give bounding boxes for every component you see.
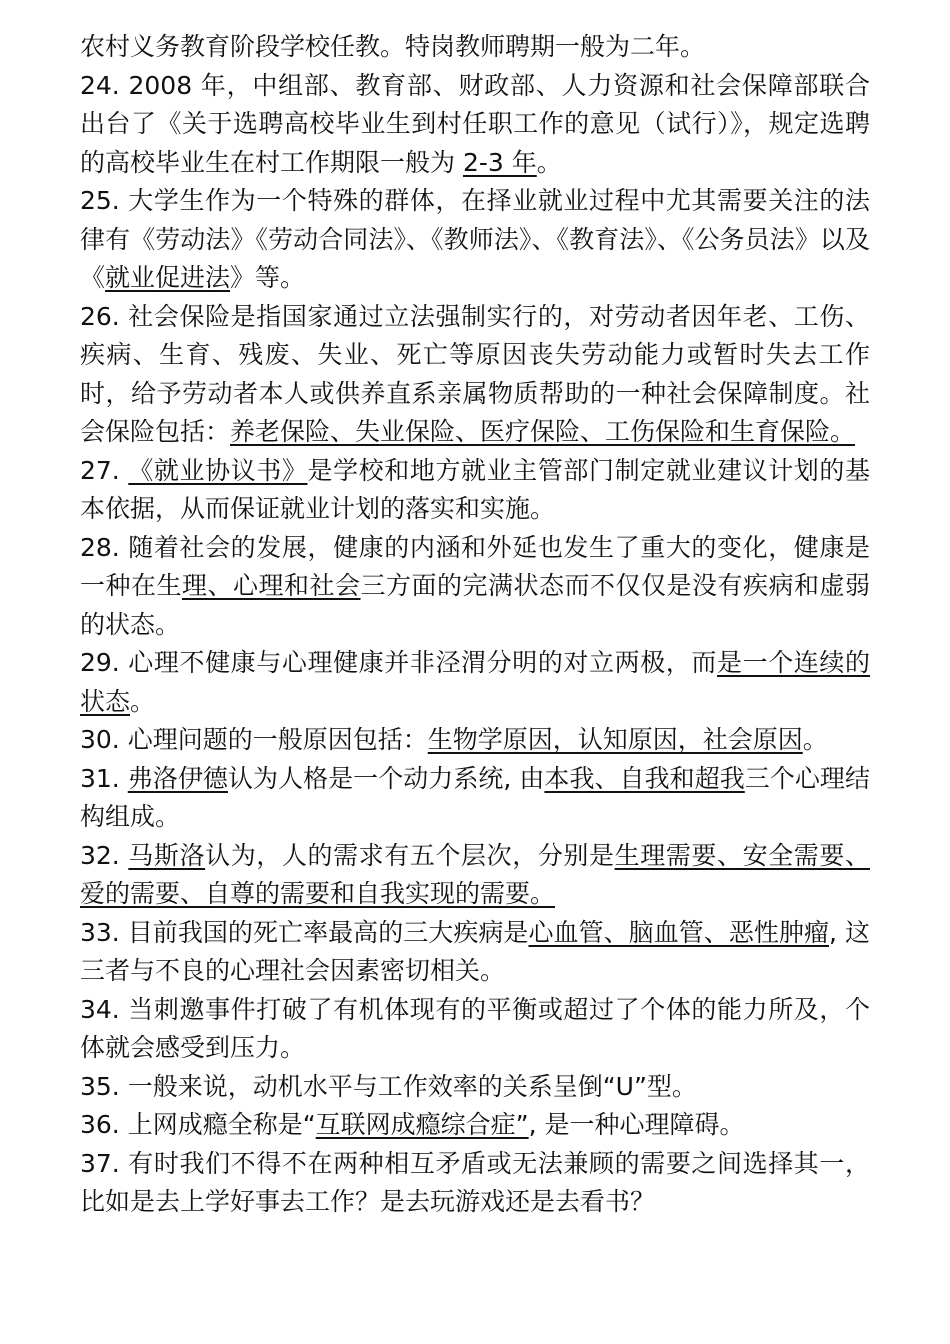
paragraph: [80, 182, 870, 298]
text-run: , 这三者与不良的心理社会因素密切相关。: [80, 917, 870, 985]
text-run: 》等。: [230, 263, 306, 292]
underlined-answer: 《就业协议书》: [128, 455, 308, 485]
underlined-answer: 弗洛伊德: [127, 763, 228, 793]
underlined-answer: 互联网成瘾综合症”: [315, 1110, 529, 1139]
underlined-answer: 就业促进法: [105, 263, 231, 292]
paragraph: [80, 644, 870, 721]
underlined-answer: 生物学原因，认知原因，社会原因: [427, 725, 803, 754]
text-run: 26. 社会保险是指国家通过立法强制实行的，对劳动者因年老、工伤、疾病、生育、残废、失业、死亡等原因丧失劳动能力或暂时失去工作时，给予劳动者本人或供养直系亲属物质帮助的一种社会保障制度。社会保险包括：: [80, 301, 870, 446]
text-run: 27.: [80, 455, 129, 485]
text-run: 34. 当刺邀事件打破了有机体现有的平衡或超过了个体的能力所及，个体就会感受到压力。: [80, 994, 870, 1062]
text-run: 37. 有时我们不得不在两种相互矛盾或无法兼顾的需要之间选择其一，比如是去上学好事去工作？是去玩游戏还是去看书？: [80, 1148, 870, 1216]
paragraph: [80, 760, 870, 837]
text-run: 32.: [80, 840, 129, 870]
underlined-answer: 2-3 年: [462, 147, 537, 177]
text-run: 25. 大学生作为一个特殊的群体，在择业就业过程中尤其需要关注的法律有《劳动法》《劳动合同法》、《教师法》、《教育法》、《公务员法》以及《: [80, 186, 870, 292]
text-run: 三方面的完满状态而不仅仅是没有疾病和虚弱的状态。: [80, 571, 870, 639]
text-run: 30. 心理问题的一般原因包括：: [80, 725, 428, 754]
document-page: [80, 28, 870, 1222]
text-run: 29. 心理不健康与心理健康并非泾渭分明的对立两极，而: [80, 648, 717, 677]
underlined-answer: 生理需要、安全需要、爱的需要、自尊的需要和自我实现的需要。: [80, 840, 870, 908]
paragraph: [80, 67, 870, 183]
text-run: 。: [802, 725, 828, 754]
underlined-answer: 养老保险、失业保险、医疗保险、工伤保险和生育保险。: [230, 417, 856, 446]
text-run: 农村义务教育阶段学校任教。特岗教师聘期一般为二年。: [80, 32, 706, 61]
paragraph: [80, 1068, 870, 1107]
paragraph: [80, 837, 870, 914]
paragraph: [80, 914, 870, 991]
text-run: 33. 目前我国的死亡率最高的三大疾病是: [80, 917, 529, 947]
underlined-answer: 本我、自我和超我: [544, 763, 745, 793]
text-run: , 是一种心理障碍。: [528, 1110, 745, 1139]
underlined-answer: 马斯洛: [128, 840, 206, 870]
text-run: 认为，人的需求有五个层次，分别是: [205, 840, 615, 870]
underlined-answer: 理、心理和社会: [182, 571, 361, 600]
text-run: 。: [536, 147, 562, 177]
text-run: 认为人格是一个动力系统, 由: [227, 763, 545, 793]
paragraph: [80, 452, 870, 529]
text-run: 31.: [80, 763, 128, 793]
paragraph: [80, 529, 870, 645]
text-run: 36. 上网成瘾全称是“: [80, 1110, 316, 1139]
paragraph: [80, 28, 870, 67]
text-run: 24. 2008 年，中组部、教育部、财政部、人力资源和社会保障部联合出台了《关于选聘高校毕业生到村任职工作的意见（试行）》，规定选聘的高校毕业生在村工作期限一般为: [80, 70, 870, 177]
paragraph: [80, 991, 870, 1068]
paragraph: [80, 298, 870, 452]
text-run: 35. 一般来说，动机水平与工作效率的关系呈倒“U”型。: [80, 1071, 697, 1101]
paragraph: [80, 721, 870, 760]
text-run: 是学校和地方就业主管部门制定就业建议计划的基本依据，从而保证就业计划的落实和实施。: [80, 455, 870, 523]
paragraph: [80, 1106, 870, 1145]
text-run: 28. 随着社会的发展，健康的内涵和外延也发生了重大的变化，健康是一种在生: [80, 532, 870, 600]
underlined-answer: 心血管、脑血管、恶性肿瘤: [528, 917, 830, 947]
text-run: 三个心理结构组成。: [80, 763, 870, 831]
paragraph: [80, 1145, 870, 1222]
underlined-answer: 是一个连续的状态: [80, 648, 870, 716]
text-run: 。: [130, 686, 156, 716]
